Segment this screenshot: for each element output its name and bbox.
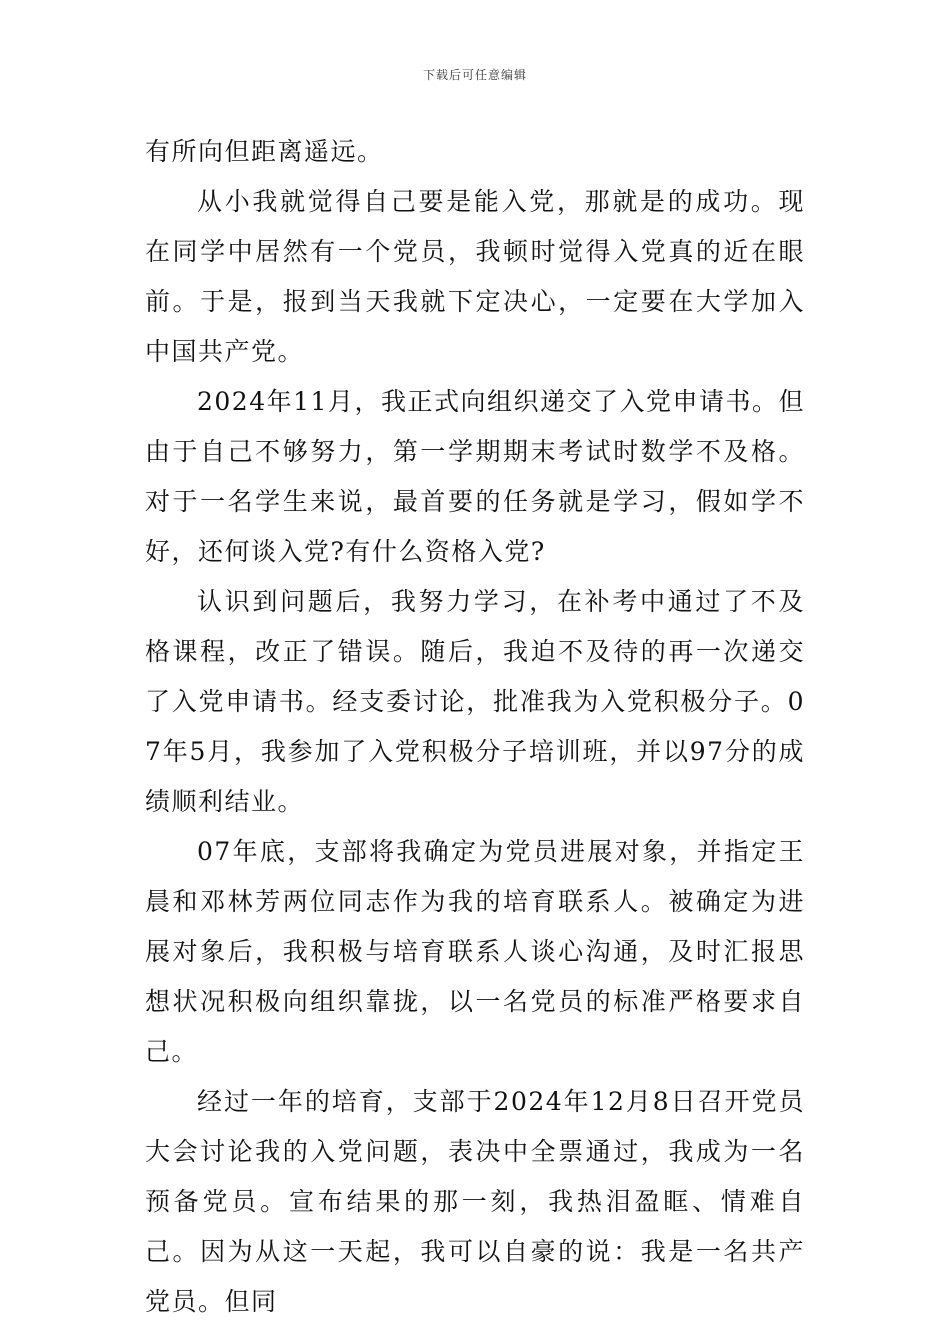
paragraph-3: 2024年11月，我正式向组织递交了入党申请书。但由于自己不够努力，第一学期期末考试时数学不及格。对于一名学生来说，最首要的任务就是学习，假如学不好，还何谈入党?有什么资格入党? [145,387,805,566]
paragraph-4: 认识到问题后，我努力学习，在补考中通过了不及格课程，改正了错误。随后，我迫不及待的再一次递交了入党申请书。经支委讨论，批准我为入党积极分子。07年5月，我参加了入党积极分子培训班，并以97分的成绩顺利结业。 [145,587,806,816]
paragraph-1: 有所向但距离遥远。 [145,137,384,166]
paragraph-6: 经过一年的培育，支部于2024年12月8日召开党员大会讨论我的入党问题，表决中全票通过，我成为一名预备党员。宣布结果的那一刻，我热泪盈眶、情难自己。因为从这一天起，我可以自豪的说：我是一名共产党员。但同 [145,1087,805,1316]
document-body [145,127,805,1327]
paragraph-5: 07年底，支部将我确定为党员进展对象，并指定王晨和邓林芳两位同志作为我的培育联系人。被确定为进展对象后，我积极与培育联系人谈心沟通，及时汇报思想状况积极向组织靠拢，以一名党员的标准严格要求自己。 [145,837,805,1066]
header-note: 下载后可任意编辑 [422,68,527,82]
paragraph-2: 从小我就觉得自己要是能入党，那就是的成功。现在同学中居然有一个党员，我顿时觉得入党真的近在眼前。于是，报到当天我就下定决心，一定要在大学加入中国共产党。 [145,187,805,366]
